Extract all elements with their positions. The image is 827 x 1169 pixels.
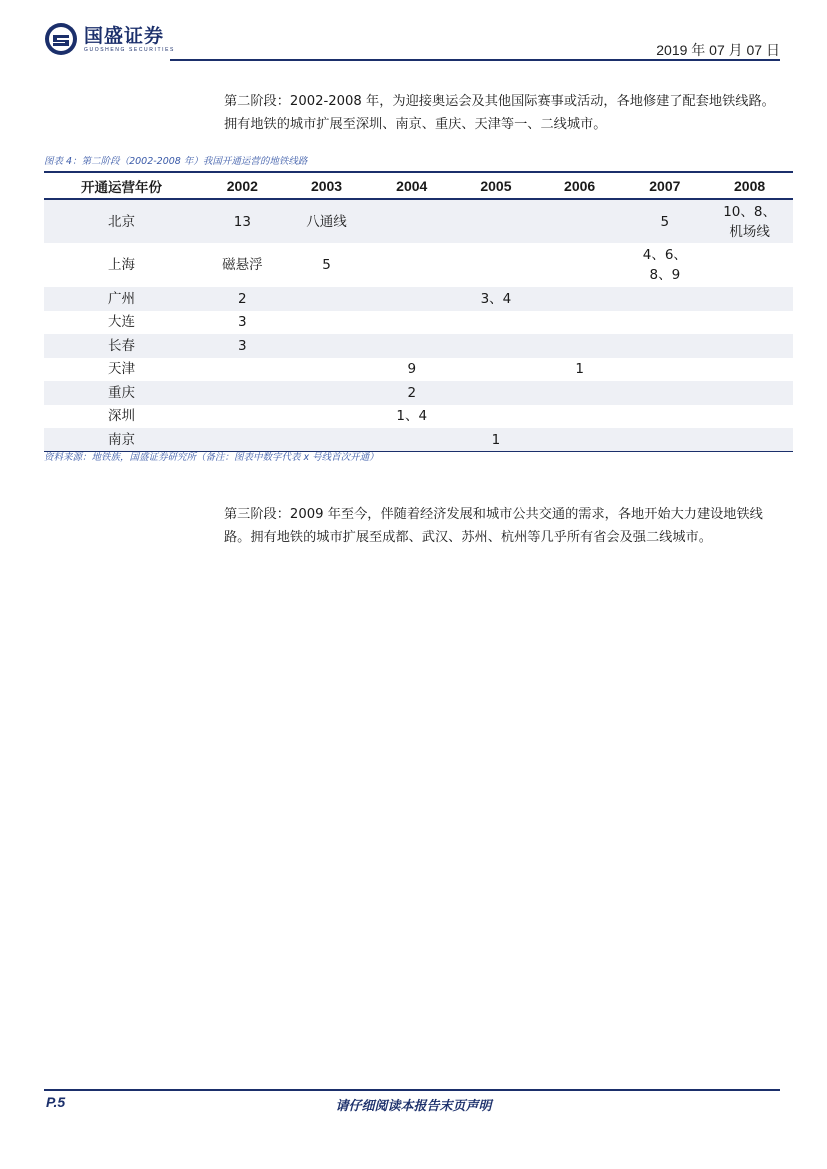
line-cell — [706, 381, 793, 405]
table-body — [44, 199, 793, 452]
line-cell — [456, 334, 536, 358]
line-cell — [199, 428, 286, 452]
table-header-row — [44, 172, 793, 199]
line-cell — [286, 428, 368, 452]
line-cell — [536, 334, 624, 358]
header-cell-year: 2005 — [480, 177, 512, 194]
line-cell — [706, 334, 793, 358]
line-cell: 3 — [238, 314, 247, 331]
line-cell: 1、4 — [396, 408, 428, 425]
figure-source-note: 资料来源：地铁族，国盛证券研究所（备注：图表中数字代表 x 号线首次开通） — [44, 452, 379, 463]
line-cell — [706, 428, 793, 452]
table-row — [44, 243, 793, 287]
paragraph-stage-two: 第二阶段：2002-2008 年，为迎接奥运会及其他国际赛事或活动，各地修建了配套地铁线路。拥有地铁的城市扩展至深圳、南京、重庆、天津等一、二线城市。 — [224, 94, 775, 132]
line-cell — [536, 287, 624, 311]
logo-english-name: GUOSHENG SECURITIES — [84, 46, 175, 53]
city-cell: 大连 — [107, 314, 135, 331]
table-row — [44, 199, 793, 243]
line-cell: 3 — [199, 334, 286, 358]
line-cell — [367, 334, 456, 358]
line-cell — [624, 381, 707, 405]
line-cell — [624, 287, 707, 311]
header-cell-year: 2006 — [564, 177, 596, 194]
city-cell: 上海 — [107, 257, 135, 273]
line-cell — [367, 199, 456, 243]
line-cell — [199, 358, 286, 382]
line-cell — [536, 405, 624, 429]
header-cell-year: 2004 — [396, 177, 428, 194]
page-number: P.5 — [46, 1094, 66, 1110]
header-cell-year: 2002 — [226, 177, 258, 194]
line-cell — [286, 311, 368, 335]
table-row — [44, 358, 793, 382]
line-cell — [286, 381, 368, 405]
line-cell — [624, 334, 707, 358]
line-cell — [456, 405, 536, 429]
city-cell: 深圳 — [107, 408, 135, 425]
line-cell — [536, 199, 624, 243]
header-divider — [170, 59, 780, 61]
brand-logo — [44, 22, 175, 56]
line-cell: 2 — [199, 287, 286, 311]
line-cell — [624, 311, 707, 335]
line-cell — [286, 287, 368, 311]
line-cell — [286, 334, 368, 358]
city-cell: 南京 — [44, 428, 199, 452]
line-cell — [624, 428, 707, 452]
guosheng-logo-icon — [44, 22, 78, 56]
city-cell: 天津 — [107, 361, 135, 378]
line-cell: 1 — [575, 361, 584, 378]
city-cell: 长春 — [44, 334, 199, 358]
line-cell — [199, 381, 286, 405]
line-cell — [286, 405, 368, 429]
line-cell — [706, 243, 793, 287]
paragraph-stage-three: 第三阶段：2009 年至今，伴随着经济发展和城市公共交通的需求，各地开始大力建设地铁线路。拥有地铁的城市扩展至成都、武汉、苏州、杭州等几乎所有省会及强二线城市。 — [224, 507, 763, 545]
line-cell: 磁悬浮 — [222, 257, 263, 273]
city-cell: 广州 — [44, 287, 199, 311]
line-cell: 1 — [456, 428, 536, 452]
header-cell-year: 2007 — [649, 177, 681, 194]
table-row — [44, 334, 793, 358]
line-cell — [367, 243, 456, 287]
line-cell: 3、4 — [456, 287, 536, 311]
line-cell: 13 — [199, 199, 286, 243]
line-cell — [199, 405, 286, 429]
line-cell — [286, 358, 368, 382]
table-row — [44, 428, 793, 452]
line-cell — [624, 358, 707, 382]
header-cell-year: 2003 — [310, 177, 343, 194]
table-row — [44, 381, 793, 405]
line-cell — [624, 405, 707, 429]
header-cell-year-label: 开通运营年份 — [80, 179, 162, 196]
line-cell: 10、8、 机场线 — [706, 199, 793, 243]
table-row — [44, 311, 793, 335]
line-cell — [536, 311, 624, 335]
line-cell — [706, 405, 793, 429]
line-cell: 5 — [624, 199, 707, 243]
line-cell: 八通线 — [286, 199, 368, 243]
line-cell: 4、6、 8、9 — [642, 247, 687, 283]
disclaimer-note: 请仔细阅读本报告末页声明 — [335, 1099, 492, 1114]
footer-divider — [44, 1089, 780, 1091]
line-cell: 9 — [407, 361, 417, 378]
line-cell — [456, 199, 536, 243]
report-date: 2019 年 07 月 07 日 — [656, 42, 780, 58]
line-cell — [706, 358, 793, 382]
line-cell — [536, 243, 624, 287]
metro-lines-table — [44, 171, 793, 452]
line-cell: 2 — [367, 381, 456, 405]
line-cell — [367, 287, 456, 311]
table-row — [44, 287, 793, 311]
figure-title: 图表 4：第二阶段（2002-2008 年）我国开通运营的地铁线路 — [44, 156, 308, 167]
line-cell — [367, 428, 456, 452]
line-cell — [456, 311, 536, 335]
line-cell — [536, 428, 624, 452]
line-cell — [456, 243, 536, 287]
table-row — [44, 405, 793, 429]
line-cell — [706, 287, 793, 311]
logo-chinese-name: 国盛证券 — [84, 24, 165, 47]
city-cell: 北京 — [44, 199, 199, 243]
city-cell: 重庆 — [44, 381, 199, 405]
line-cell: 5 — [322, 257, 331, 273]
header-cell-year: 2008 — [734, 177, 766, 194]
line-cell — [706, 311, 793, 335]
line-cell — [456, 381, 536, 405]
line-cell — [367, 311, 456, 335]
line-cell — [536, 381, 624, 405]
line-cell — [456, 358, 536, 382]
